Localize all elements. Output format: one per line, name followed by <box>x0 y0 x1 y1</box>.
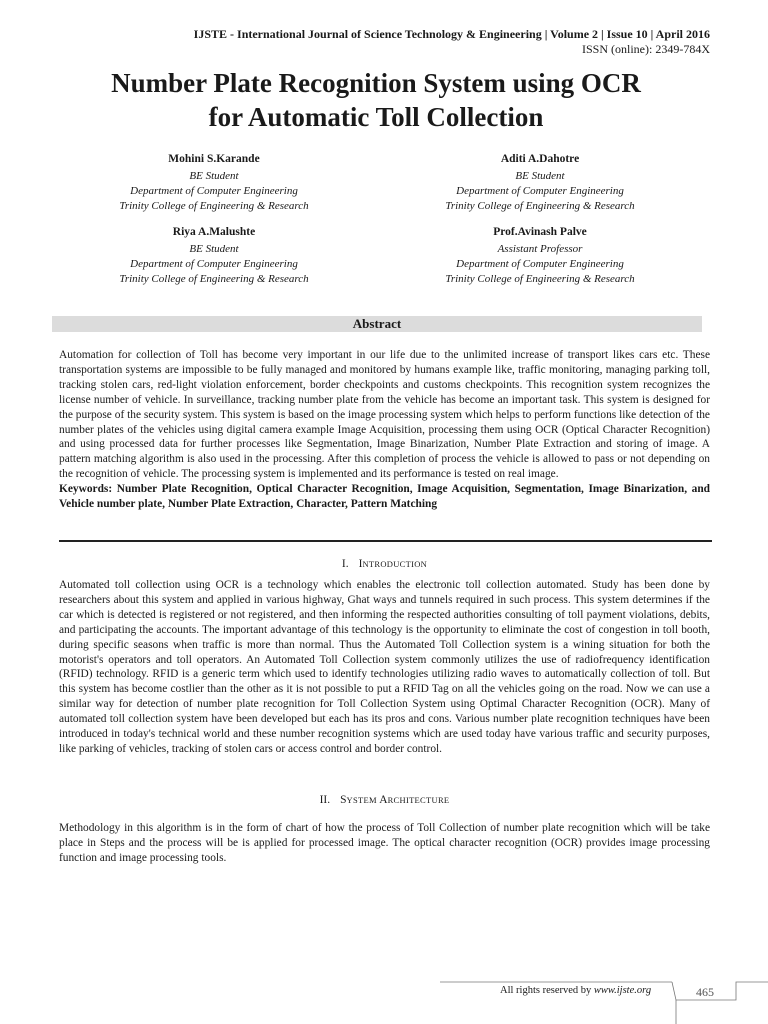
system-architecture-body: Methodology in this algorithm is in the form of chart of how the process of Toll Collection of number plate recognition which will be take place in Steps and the process will be is applied for processed image. The optical character recognition (OCR) provides image processing function and image processing tools. <box>59 822 710 864</box>
section-title-rest: RCHITECTURE <box>387 795 450 805</box>
section-heading-introduction <box>59 558 710 570</box>
author-role: BE Student <box>515 170 565 182</box>
author-block <box>64 225 364 287</box>
section-title-rest: NTRODUCTION <box>362 559 428 569</box>
author-block <box>390 225 690 287</box>
section-number: II. <box>319 794 331 806</box>
author-name: Riya A.Malushte <box>172 226 256 238</box>
section-title-initial: A <box>379 794 388 806</box>
section-title-initial: S <box>340 794 347 806</box>
abstract-text: Automation for collection of Toll has become very important in our life due to the unlimited increase of transport likes cars etc. These transportation systems are impossible to be fully managed and monitored by humans example like, traffic monitoring, managing parking toll, tracking stolen cars, red-light violation enforcement, border checkpoints and customs checkpoints. This recognition system recognizes the license number of vehicle. In surveillance, tracking number plate from the vehicle has become an important task. This system is designed for the purpose of the security system. This system is based on the image processing system which helps to perform functions like detection of the number plates of the vehicles using digital camera example Image Acquisition, processing them using OCR (Optical Character Recognition) and using processed data for further processes like Segmentation, Image Binarization, Number Plate Extraction and storing of image. A pattern matching algorithm is also used in the processing. After this completion of process the vehicle is allowed to pass or not depending on the recognition of vehicle. The processing system is implemented and its performance is tested on real image. <box>59 349 710 481</box>
abstract-heading: Abstract <box>52 316 702 332</box>
section-title-rest: YSTEM <box>346 795 380 805</box>
author-institution: Trinity College of Engineering & Research <box>119 200 309 212</box>
section-number: I. <box>341 558 349 570</box>
footer-url[interactable]: www.ijste.org <box>593 985 652 996</box>
author-role: BE Student <box>189 243 239 255</box>
author-block <box>390 152 690 214</box>
page-number: 465 <box>696 985 714 999</box>
author-block <box>64 152 364 214</box>
author-department: Department of Computer Engineering <box>130 185 298 197</box>
author-institution: Trinity College of Engineering & Research <box>119 273 309 285</box>
section-title-initial: I <box>358 558 363 570</box>
introduction-body: Automated toll collection using OCR is a technology which enables the electronic toll collection automated. Study has been done by researchers about this system and applied in various highway, Ghat ways and tunnels required in such process. This system determines if the car which is detected is registered or not registered, and then informing the respected authorities consulting of toll payment violations, debits, and participating the accounts. The important advantage of this technology is the opportunity to eliminate the cost of congestion in toll booth, during specific seasons when traffic is more than normal. Thus the Automated Toll Collection system is a wining situation for both the motorist's operators and toll operators. An Automated Toll Collection system commonly utilizes the use of radiofrequency identification (RFID) technology. RFID is a generic term which used to identify technologies utilizing radio waves to automatically collection of toll. But this system has become costlier than the other as it is not possible to put a RFID Tag on all the vehicles going on the road. Now we can use a similar way for detection of number plate recognition for Toll Collection System using Optimal Character Recognition (OCR). Many of automated toll collection system have been developed but each has its pros and cons. Various number plate recognition techniques have been introduced in today's technical world and these number recognition systems which are used today have various traffic and security purposes, like parking of vehicles, tracking of stolen cars or access control and border control. <box>59 579 710 755</box>
journal-issn: ISSN (online): 2349-784X <box>582 42 710 56</box>
author-institution: Trinity College of Engineering & Research <box>445 273 635 285</box>
footer-rights-text: All rights reserved by <box>500 985 594 996</box>
abstract-body <box>59 348 710 512</box>
paper-title-line2: for Automatic Toll Collection <box>208 102 544 132</box>
author-department: Department of Computer Engineering <box>456 185 624 197</box>
section-divider <box>59 540 712 542</box>
section-heading-system-architecture <box>59 794 710 806</box>
author-name: Prof.Avinash Palve <box>493 226 587 238</box>
paper-title-line1: Number Plate Recognition System using OCR <box>111 68 641 98</box>
author-department: Department of Computer Engineering <box>456 258 624 270</box>
footer-rights <box>500 985 651 996</box>
author-department: Department of Computer Engineering <box>130 258 298 270</box>
journal-header <box>194 27 710 57</box>
journal-title: IJSTE - International Journal of Science Technology & Engineering | Volume 2 | Issue 10 | April 2016 <box>193 27 710 41</box>
author-role: Assistant Professor <box>497 243 583 255</box>
keywords: Keywords: Number Plate Recognition, Optical Character Recognition, Image Acquisition, Segmentation, Image Binarization, and Vehicle number plate, Number Plate Extraction, Character, Pattern Matching <box>59 483 710 511</box>
paper-title <box>40 66 712 134</box>
author-role: BE Student <box>189 170 239 182</box>
author-name: Mohini S.Karande <box>168 153 260 165</box>
author-name: Aditi A.Dahotre <box>500 153 580 165</box>
author-institution: Trinity College of Engineering & Research <box>445 200 635 212</box>
